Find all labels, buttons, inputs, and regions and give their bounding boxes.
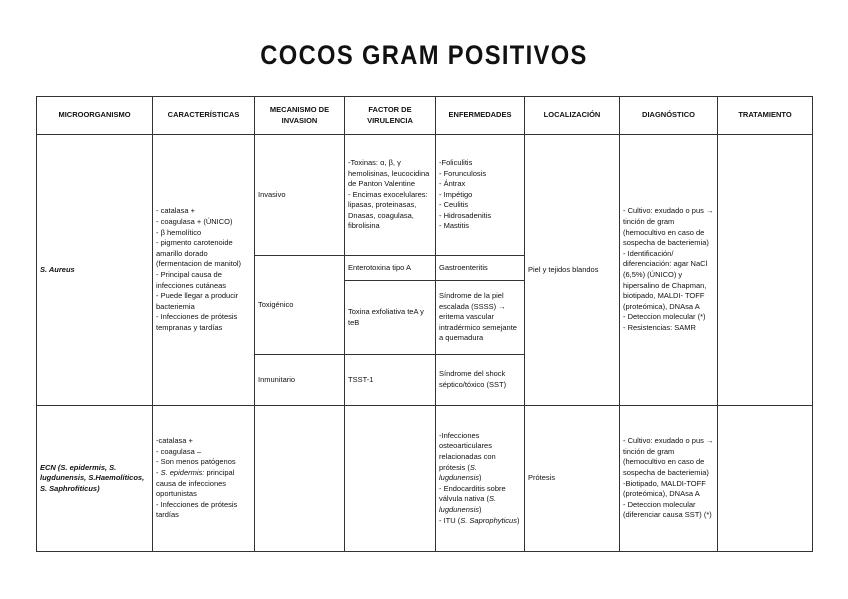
- enfermedades-ecn-text: -Infecciones osteoarticulares relacionadas con prótesis (: [439, 430, 496, 472]
- factor-toxina-exfoliativa: Toxina exfoliativa teA y teB: [345, 281, 436, 355]
- bacteria-table: [36, 96, 813, 552]
- localizacion-s-aureus: Piel y tejidos blandos: [525, 135, 620, 406]
- factor-ecn: [345, 406, 436, 552]
- enfermedades-ecn-species: S. lugdunensis: [439, 462, 480, 483]
- header-mecanismo: MECANISMO DE INVASION: [255, 97, 345, 135]
- enfermedades-ecn: [436, 406, 525, 552]
- enfermedades-ecn-text: ): [516, 515, 520, 525]
- caracteristicas-ecn-species: S. epidermis:: [160, 467, 205, 477]
- header-diagnostico: DIAGNÓSTICO: [620, 97, 718, 135]
- page-title: COCOS GRAM POSITIVOS: [260, 40, 588, 70]
- header-tratamiento: TRATAMIENTO: [718, 97, 813, 135]
- factor-invasivo: -Toxinas: α, β, γ hemolisinas, leucocidina de Panton Valentine - Encimas exocelulares: lipasas, proteinasas, Dnasas, coagulasa, fibrolisina: [345, 135, 436, 256]
- enfermedades-ecn-species: S. lugdunensis: [439, 494, 497, 514]
- tratamiento-ecn: [718, 406, 813, 552]
- header-microorganismo: MICROORGANISMO: [37, 97, 153, 135]
- enfermedad-piel-escalada: Síndrome de la piel escalada (SSSS) → eritema vascular intradérmico semejante a quemadura: [436, 281, 525, 355]
- header-factor: FACTOR DE VIRULENCIA: [345, 97, 436, 135]
- mecanismo-ecn: [255, 406, 345, 552]
- enfermedades-ecn-text: ) - ITU (: [439, 504, 482, 525]
- enfermedad-gastroenteritis: Gastroenteritis: [436, 256, 525, 281]
- caracteristicas-ecn-text-2: principal causa de infecciones oportunistas - Infecciones de prótesis tardías: [156, 467, 238, 520]
- factor-enterotoxina: Enterotoxina tipo A: [345, 256, 436, 281]
- microorganism-s-aureus: S. Aureus: [37, 135, 153, 406]
- mecanismo-invasivo: Invasivo: [255, 135, 345, 256]
- microorganism-ecn: ECN (S. epidermis, S. lugdunensis, S.Haemolíticos, S. Saphrofiticus): [37, 406, 153, 552]
- tratamiento-s-aureus: [718, 135, 813, 406]
- caracteristicas-ecn-text: -catalasa + - coagulasa – - Son menos patógenos -: [156, 436, 236, 477]
- header-caracteristicas: CARACTERÍSTICAS: [153, 97, 255, 135]
- header-localizacion: LOCALIZACIÓN: [525, 97, 620, 135]
- enfermedades-invasivo: -Foliculitis - Forunculosis - Ántrax - Impétigo - Ceulitis - Hidrosadenitis - Mastitis: [436, 135, 525, 256]
- header-enfermedades: ENFERMEDADES: [436, 97, 525, 135]
- diagnostico-ecn: - Cultivo: exudado o pus → tinción de gram (hemocultivo en caso de sospecha de bacteriemia) -Biotipado, MALDI-TOFF (proteómica), DNAsa A - Deteccion molecular (diferenciar causa SST) (*): [620, 406, 718, 552]
- mecanismo-toxigenico: Toxigénico: [255, 256, 345, 355]
- caracteristicas-ecn: [153, 406, 255, 552]
- enfermedades-ecn-text: ) - Endocarditis sobre válvula nativa (: [439, 473, 506, 504]
- enfermedad-shock: Síndrome del shock séptico/tóxico (SST): [436, 355, 525, 406]
- localizacion-ecn: Prótesis: [525, 406, 620, 552]
- table-row: [37, 135, 813, 256]
- factor-tsst: TSST-1: [345, 355, 436, 406]
- mecanismo-inmunitario: Inmunitario: [255, 355, 345, 406]
- header-row: [37, 97, 813, 135]
- enfermedades-ecn-species: S. Saprophyticus: [460, 515, 517, 525]
- caracteristicas-s-aureus: - catalasa + - coagulasa + (ÚNICO) - β hemolítico - pigmento carotenoide amarillo dorado (fermentacion de manitol) - Principal causa de infecciones cutáneas - Puede llegar a producir bacteriemia - Infecciones de prótesis tempranas y tardías: [153, 135, 255, 406]
- table-row: [37, 406, 813, 552]
- diagnostico-s-aureus: - Cultivo: exudado o pus → tinción de gram (hemocultivo en caso de sospecha de bacteriemia) - Identificación/ diferenciación: agar NaCl (6,5%) (ÚNICO) y hipersalino de Chapman, biotipado, MALDI- TOFF (proteómica), DNAsa A - Deteccion molecular (*) - Resistencias: SAMR: [620, 135, 718, 406]
